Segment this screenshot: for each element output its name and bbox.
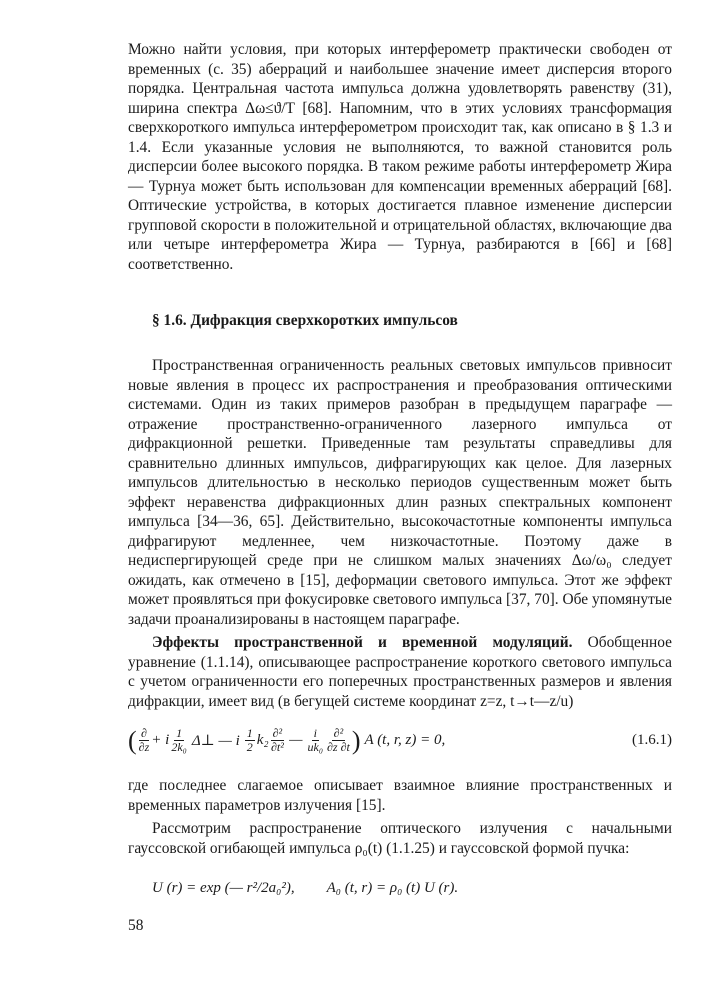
equation-1-6-1 (128, 727, 672, 754)
frac-1-2k0: $\frac{1}{\text{2k₀}}$ (171, 726, 187, 754)
equation-body: ( $\frac{\partial}{\partial z}$ + i $\frac{1}{\text{2k₀}}$ Δ⊥ — i $\frac{1}{2}$ k₂ $\frac{\text{∂²}}{\text{∂t²}}$ — $\frac{i}{\text{uk₀}}$ $\frac{\text{∂²}}{\partial z \partial t}$ ) A (t, r, z) = 0, (128, 725, 446, 755)
section-title: § 1.6. Дифракция сверхкоротких импульсов (152, 312, 458, 329)
frac-1-2: $\frac{1}{2}$ (246, 726, 253, 754)
paragraph-1: Можно найти условия, при которых интерферометр практически свободен от временных (с. 35) аберраций и наибольшее значение имеет дисперсия второго порядка. Центральная частота импульса должна удовлетворять равенству (31), ширина спектра Δω≤ϑ/T [68]. Напомним, что в этих условиях трансформация сверхкороткого импульса интерферометром происходит так, как описано в § 1.3 и 1.4. Если указанные условия не выполняются, то важной становится роль дисперсии более высокого порядка. В таком режиме работы интерферометр Жира — Турнуа может быть использован для компенсации временных аберраций [68]. Оптические устройства, в которых достигается плавное изменение дисперсии групповой скорости в положительной и отрицательной областях, включающие два или четыре интерферометра Жира — Турнуа, разбираются в [66] и [68] соответственно. (128, 41, 672, 273)
equation-gauss-beam: U (r) = exp (— r²/2a₀²), A₀ (t, r) = ρ₀ (t) U (r). (152, 880, 459, 896)
runin-heading: Эффекты пространственной и временной модуляций. (152, 634, 573, 651)
page-number: 58 (128, 917, 144, 934)
paragraph-2: Пространственная ограниченность реальных световых импульсов привносит новые явления в процесс их распространения и преобразования оптическими системами. Один из таких примеров разобран в предыдущем параграфе — отражение пространственно-ограниченного лазерного импульса от дифракционной решетки. Приведенные там результаты справедливы для сравнительно длинных импульсов, дифрагирующих как целое. Для лазерных импульсов длительностью в несколько периодов существенным может быть эффект неравенства дифракционных длин разных спектральных компонент импульса [34—36, 65]. Действительно, высокочастотные компоненты импульса дифрагируют медленнее, чем низкочастотные. Поэтому даже в недиспергирующей среде при не слишком малых значениях Δω/ω₀ следует ожидать, как отмечено в [15], деформации светового импульса. Этот же эффект может проявляться при фокусировке светового импульса [37, 70]. Обе упомянутые задачи проанализированы в настоящем параграфе. (128, 357, 672, 628)
paragraph-5: Рассмотрим распространение оптического излучения с начальными гауссовской огибающей импульса ρ₀(t) (1.1.25) и гауссовской формой пучка: (128, 820, 672, 857)
page-body (128, 40, 672, 915)
equation-number: (1.6.1) (632, 732, 672, 748)
frac-d2-dzdt: $\frac{\text{∂²}}{\partial z \partial t}$ (327, 726, 350, 754)
paragraph-3-text: Обобщенное уравнение (1.1.14), описывающее распространение короткого светового импульса с учетом ограниченности его поперечных пространственных размеров и явления дифракции, имеет вид (в бегущей системе координат z=z, t→t—z/u) (128, 634, 672, 710)
paragraph-3 (128, 633, 672, 711)
frac-i-uk0: $\frac{i}{\text{uk₀}}$ (307, 726, 323, 754)
frac-d2-dt2: $\frac{\text{∂²}}{\text{∂t²}}$ (270, 726, 284, 754)
paragraph-4: где последнее слагаемое описывает взаимное влияние пространственных и временных параметров излучения [15]. (128, 777, 672, 814)
frac-d-dz: $\frac{\partial}{\partial z}$ (138, 726, 150, 754)
